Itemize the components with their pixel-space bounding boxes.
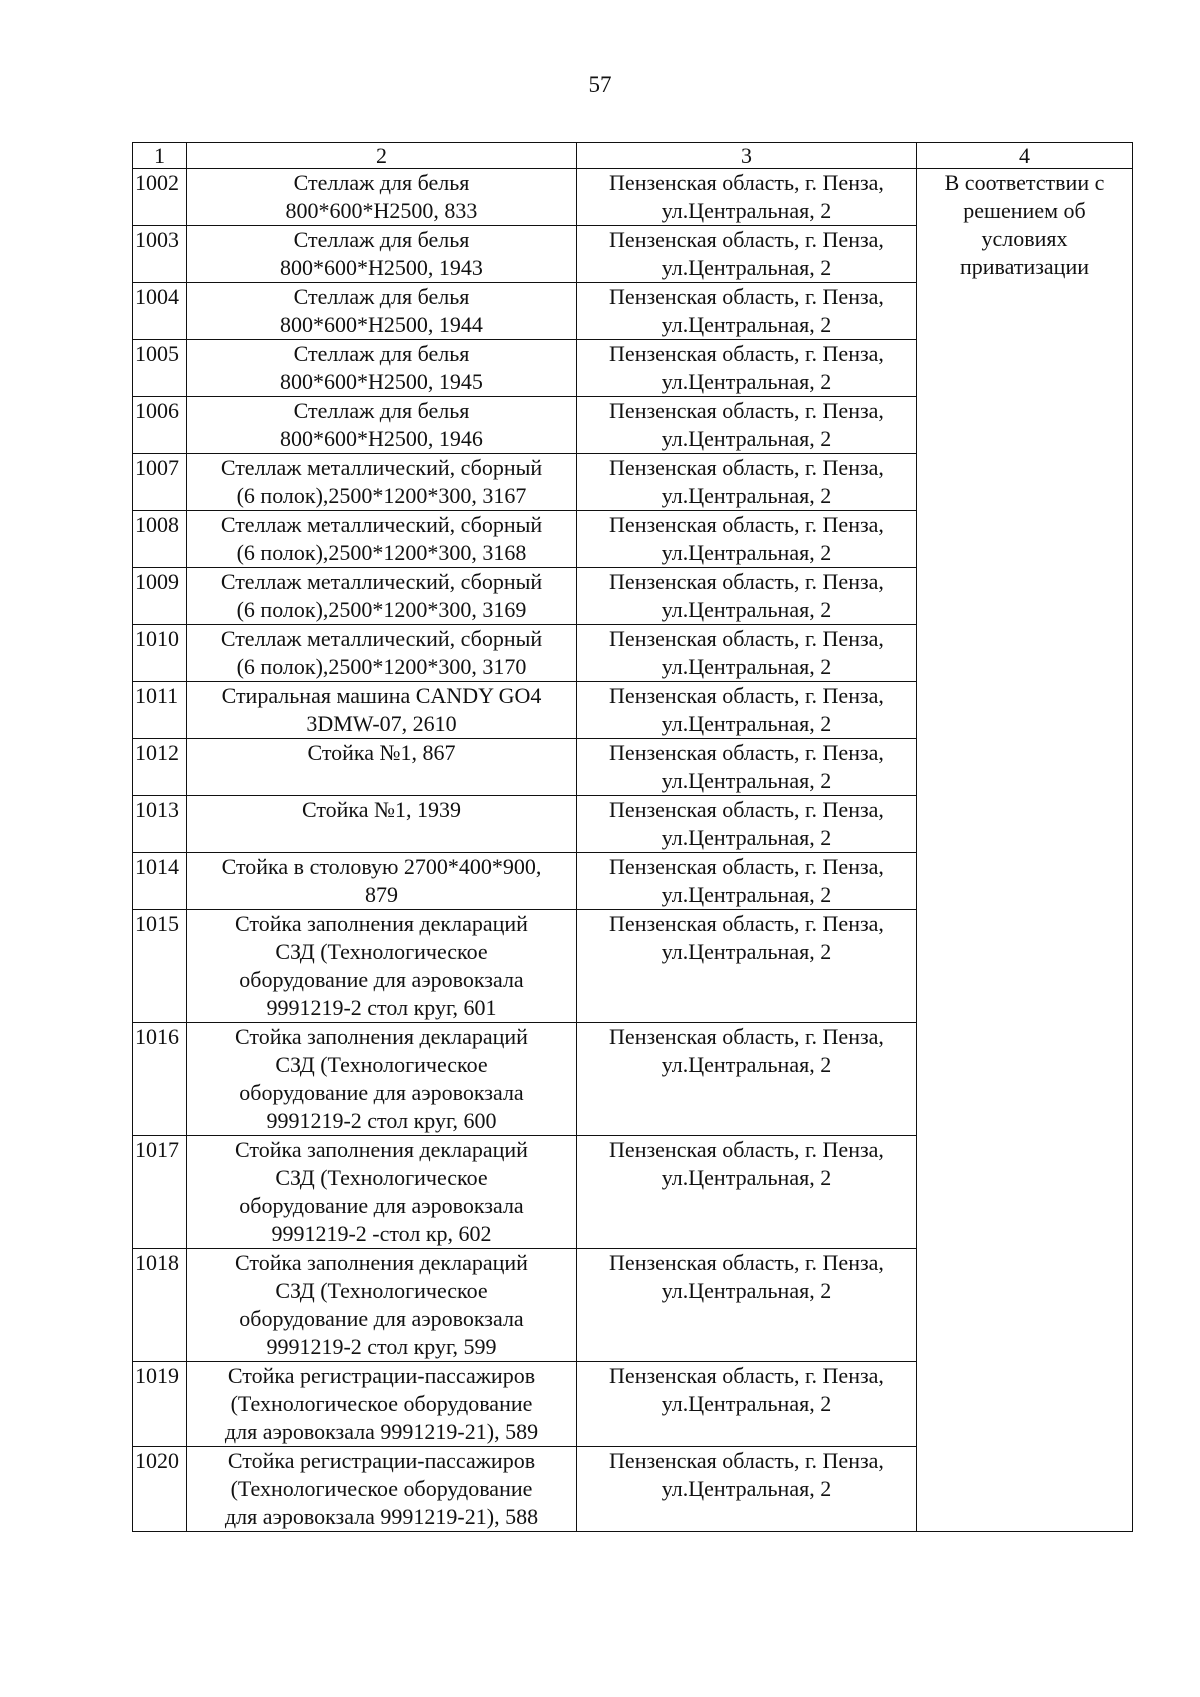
item-name-line: Стеллаж металлический, сборный	[220, 455, 543, 480]
row-number: 1017	[133, 1136, 187, 1249]
column-header-1: 1	[133, 143, 187, 169]
item-name-line: Стойка регистрации-пассажиров	[227, 1363, 536, 1388]
item-name-line: Стеллаж металлический, сборный	[220, 569, 543, 594]
row-number: 1013	[133, 796, 187, 853]
item-address	[577, 796, 917, 853]
column-header-2: 2	[187, 143, 577, 169]
item-address-line: ул.Центральная, 2	[661, 483, 832, 508]
item-address-line: ул.Центральная, 2	[661, 1278, 832, 1303]
item-name	[187, 226, 577, 283]
item-address	[577, 340, 917, 397]
item-address-line: Пензенская область, г. Пенза,	[609, 1363, 884, 1388]
item-name-line: оборудование для аэровокзала	[239, 1193, 524, 1218]
privatization-note-line: В соответствии с	[944, 170, 1105, 195]
item-name-line: Стиральная машина CANDY GO4	[221, 683, 542, 708]
table-body	[133, 169, 1133, 1532]
item-name-line: для аэровокзала 9991219-21), 588	[224, 1504, 539, 1529]
item-address-line: Пензенская область, г. Пенза,	[609, 1448, 884, 1473]
item-address-line: ул.Центральная, 2	[661, 255, 832, 280]
item-address-line: ул.Центральная, 2	[661, 825, 832, 850]
item-address	[577, 1249, 917, 1362]
item-address	[577, 169, 917, 226]
item-address-line: ул.Центральная, 2	[661, 426, 832, 451]
item-name	[187, 682, 577, 739]
item-name-line: Стеллаж для белья	[293, 398, 470, 423]
table-row	[133, 169, 1133, 226]
item-address-line: Пензенская область, г. Пенза,	[609, 1250, 884, 1275]
item-name-line: для аэровокзала 9991219-21), 589	[224, 1419, 539, 1444]
row-number: 1004	[133, 283, 187, 340]
item-name	[187, 1249, 577, 1362]
row-number: 1008	[133, 511, 187, 568]
item-address-line: ул.Центральная, 2	[661, 369, 832, 394]
item-address-line: ул.Центральная, 2	[661, 597, 832, 622]
item-name-line: (6 полок),2500*1200*300, 3167	[236, 483, 527, 508]
item-address	[577, 511, 917, 568]
item-address	[577, 454, 917, 511]
item-name-line: Стойка заполнения деклараций	[235, 1137, 528, 1162]
item-name	[187, 1023, 577, 1136]
item-name	[187, 568, 577, 625]
item-name	[187, 739, 577, 796]
item-address-line: ул.Центральная, 2	[661, 1476, 832, 1501]
item-address-line: Пензенская область, г. Пенза,	[609, 170, 884, 195]
item-name	[187, 1136, 577, 1249]
item-address-line: ул.Центральная, 2	[661, 540, 832, 565]
item-name-line: Стеллаж для белья	[293, 170, 470, 195]
privatization-note-line: приватизации	[959, 254, 1089, 279]
row-number: 1016	[133, 1023, 187, 1136]
item-name-line: СЗД (Технологическое	[275, 1052, 488, 1077]
item-name-line: Стойка заполнения деклараций	[235, 1250, 528, 1275]
item-name	[187, 853, 577, 910]
table-header-row	[133, 143, 1133, 169]
item-name-line: 879	[365, 882, 398, 907]
item-name-line: СЗД (Технологическое	[275, 939, 488, 964]
row-number: 1010	[133, 625, 187, 682]
privatization-note-line: условиях	[981, 226, 1068, 251]
item-address-line: Пензенская область, г. Пенза,	[609, 740, 884, 765]
item-address-line: ул.Центральная, 2	[661, 711, 832, 736]
item-name-line: (Технологическое оборудование	[230, 1391, 533, 1416]
item-address-line: ул.Центральная, 2	[661, 1391, 832, 1416]
item-name-line: (6 полок),2500*1200*300, 3169	[236, 597, 527, 622]
item-name-line: (6 полок),2500*1200*300, 3168	[236, 540, 527, 565]
item-name-line: Стойка заполнения деклараций	[235, 911, 528, 936]
item-address-line: Пензенская область, г. Пенза,	[609, 227, 884, 252]
item-name-line: Стеллаж металлический, сборный	[220, 626, 543, 651]
row-number: 1002	[133, 169, 187, 226]
item-name-line: 800*600*Н2500, 1943	[280, 255, 483, 280]
item-address	[577, 226, 917, 283]
item-address-line: ул.Центральная, 2	[661, 939, 832, 964]
item-address-line: ул.Центральная, 2	[661, 1052, 832, 1077]
item-address-line: Пензенская область, г. Пенза,	[609, 854, 884, 879]
privatization-note-line: решением об	[963, 198, 1086, 223]
row-number: 1005	[133, 340, 187, 397]
item-name-line: 800*600*Н2500, 1944	[280, 312, 483, 337]
item-address	[577, 853, 917, 910]
item-name	[187, 340, 577, 397]
item-address-line: Пензенская область, г. Пенза,	[609, 284, 884, 309]
item-name-line: оборудование для аэровокзала	[239, 1306, 524, 1331]
item-name-line: Стеллаж металлический, сборный	[220, 512, 543, 537]
item-name-line: 9991219-2 -стол кр, 602	[271, 1221, 492, 1246]
item-name-line: Стеллаж для белья	[293, 341, 470, 366]
row-number: 1011	[133, 682, 187, 739]
row-number: 1009	[133, 568, 187, 625]
item-name-line: (6 полок),2500*1200*300, 3170	[236, 654, 527, 679]
item-name	[187, 1447, 577, 1532]
item-name-line: (Технологическое оборудование	[230, 1476, 533, 1501]
item-name-line: 800*600*Н2500, 1946	[280, 426, 483, 451]
item-address-line: Пензенская область, г. Пенза,	[609, 1024, 884, 1049]
item-name	[187, 454, 577, 511]
item-name	[187, 511, 577, 568]
item-name-line: Стойка регистрации-пассажиров	[227, 1448, 536, 1473]
item-name-line: Стеллаж для белья	[293, 284, 470, 309]
item-address	[577, 739, 917, 796]
item-address-line: Пензенская область, г. Пенза,	[609, 398, 884, 423]
item-address	[577, 568, 917, 625]
item-name	[187, 910, 577, 1023]
item-name	[187, 1362, 577, 1447]
item-name-line: 800*600*Н2500, 833	[285, 198, 478, 223]
row-number: 1014	[133, 853, 187, 910]
item-address	[577, 625, 917, 682]
item-name-line: СЗД (Технологическое	[275, 1278, 488, 1303]
item-name-line: Стойка в столовую 2700*400*900,	[221, 854, 542, 879]
item-name	[187, 283, 577, 340]
item-name-line: 3DMW-07, 2610	[306, 711, 457, 736]
item-name-line: Стойка заполнения деклараций	[235, 1024, 528, 1049]
item-address-line: Пензенская область, г. Пенза,	[609, 341, 884, 366]
item-name-line: 9991219-2 стол круг, 600	[266, 1108, 497, 1133]
row-number: 1020	[133, 1447, 187, 1532]
item-address-line: ул.Центральная, 2	[661, 882, 832, 907]
item-name-line: 800*600*Н2500, 1945	[280, 369, 483, 394]
privatization-note	[917, 169, 1133, 1532]
item-name	[187, 169, 577, 226]
item-name	[187, 796, 577, 853]
item-name	[187, 625, 577, 682]
item-address	[577, 682, 917, 739]
item-address	[577, 1447, 917, 1532]
item-address	[577, 1136, 917, 1249]
item-address-line: Пензенская область, г. Пенза,	[609, 569, 884, 594]
item-address	[577, 1023, 917, 1136]
item-address-line: Пензенская область, г. Пенза,	[609, 512, 884, 537]
item-address-line: ул.Центральная, 2	[661, 654, 832, 679]
page-number: 57	[588, 72, 612, 97]
item-address-line: Пензенская область, г. Пенза,	[609, 911, 884, 936]
item-address-line: Пензенская область, г. Пенза,	[609, 455, 884, 480]
row-number: 1018	[133, 1249, 187, 1362]
item-name-line: 9991219-2 стол круг, 599	[266, 1334, 497, 1359]
item-address-line: Пензенская область, г. Пенза,	[609, 683, 884, 708]
column-header-3: 3	[577, 143, 917, 169]
item-address	[577, 283, 917, 340]
item-address-line: ул.Центральная, 2	[661, 198, 832, 223]
item-address-line: Пензенская область, г. Пенза,	[609, 626, 884, 651]
item-name-line: оборудование для аэровокзала	[239, 967, 524, 992]
item-name-line: оборудование для аэровокзала	[239, 1080, 524, 1105]
item-name-line: 9991219-2 стол круг, 601	[266, 995, 497, 1020]
column-header-4: 4	[917, 143, 1133, 169]
item-name-line: Стойка №1, 867	[307, 740, 456, 765]
row-number: 1019	[133, 1362, 187, 1447]
item-address-line: Пензенская область, г. Пенза,	[609, 797, 884, 822]
row-number: 1015	[133, 910, 187, 1023]
item-address-line: ул.Центральная, 2	[661, 768, 832, 793]
item-address	[577, 910, 917, 1023]
item-name-line: СЗД (Технологическое	[275, 1165, 488, 1190]
item-name-line: Стеллаж для белья	[293, 227, 470, 252]
row-number: 1012	[133, 739, 187, 796]
item-address-line: ул.Центральная, 2	[661, 1165, 832, 1190]
item-address	[577, 1362, 917, 1447]
item-name-line: Стойка №1, 1939	[301, 797, 462, 822]
item-name	[187, 397, 577, 454]
row-number: 1006	[133, 397, 187, 454]
property-table	[132, 142, 1133, 1532]
row-number: 1007	[133, 454, 187, 511]
item-address	[577, 397, 917, 454]
item-address-line: Пензенская область, г. Пенза,	[609, 1137, 884, 1162]
row-number: 1003	[133, 226, 187, 283]
item-address-line: ул.Центральная, 2	[661, 312, 832, 337]
